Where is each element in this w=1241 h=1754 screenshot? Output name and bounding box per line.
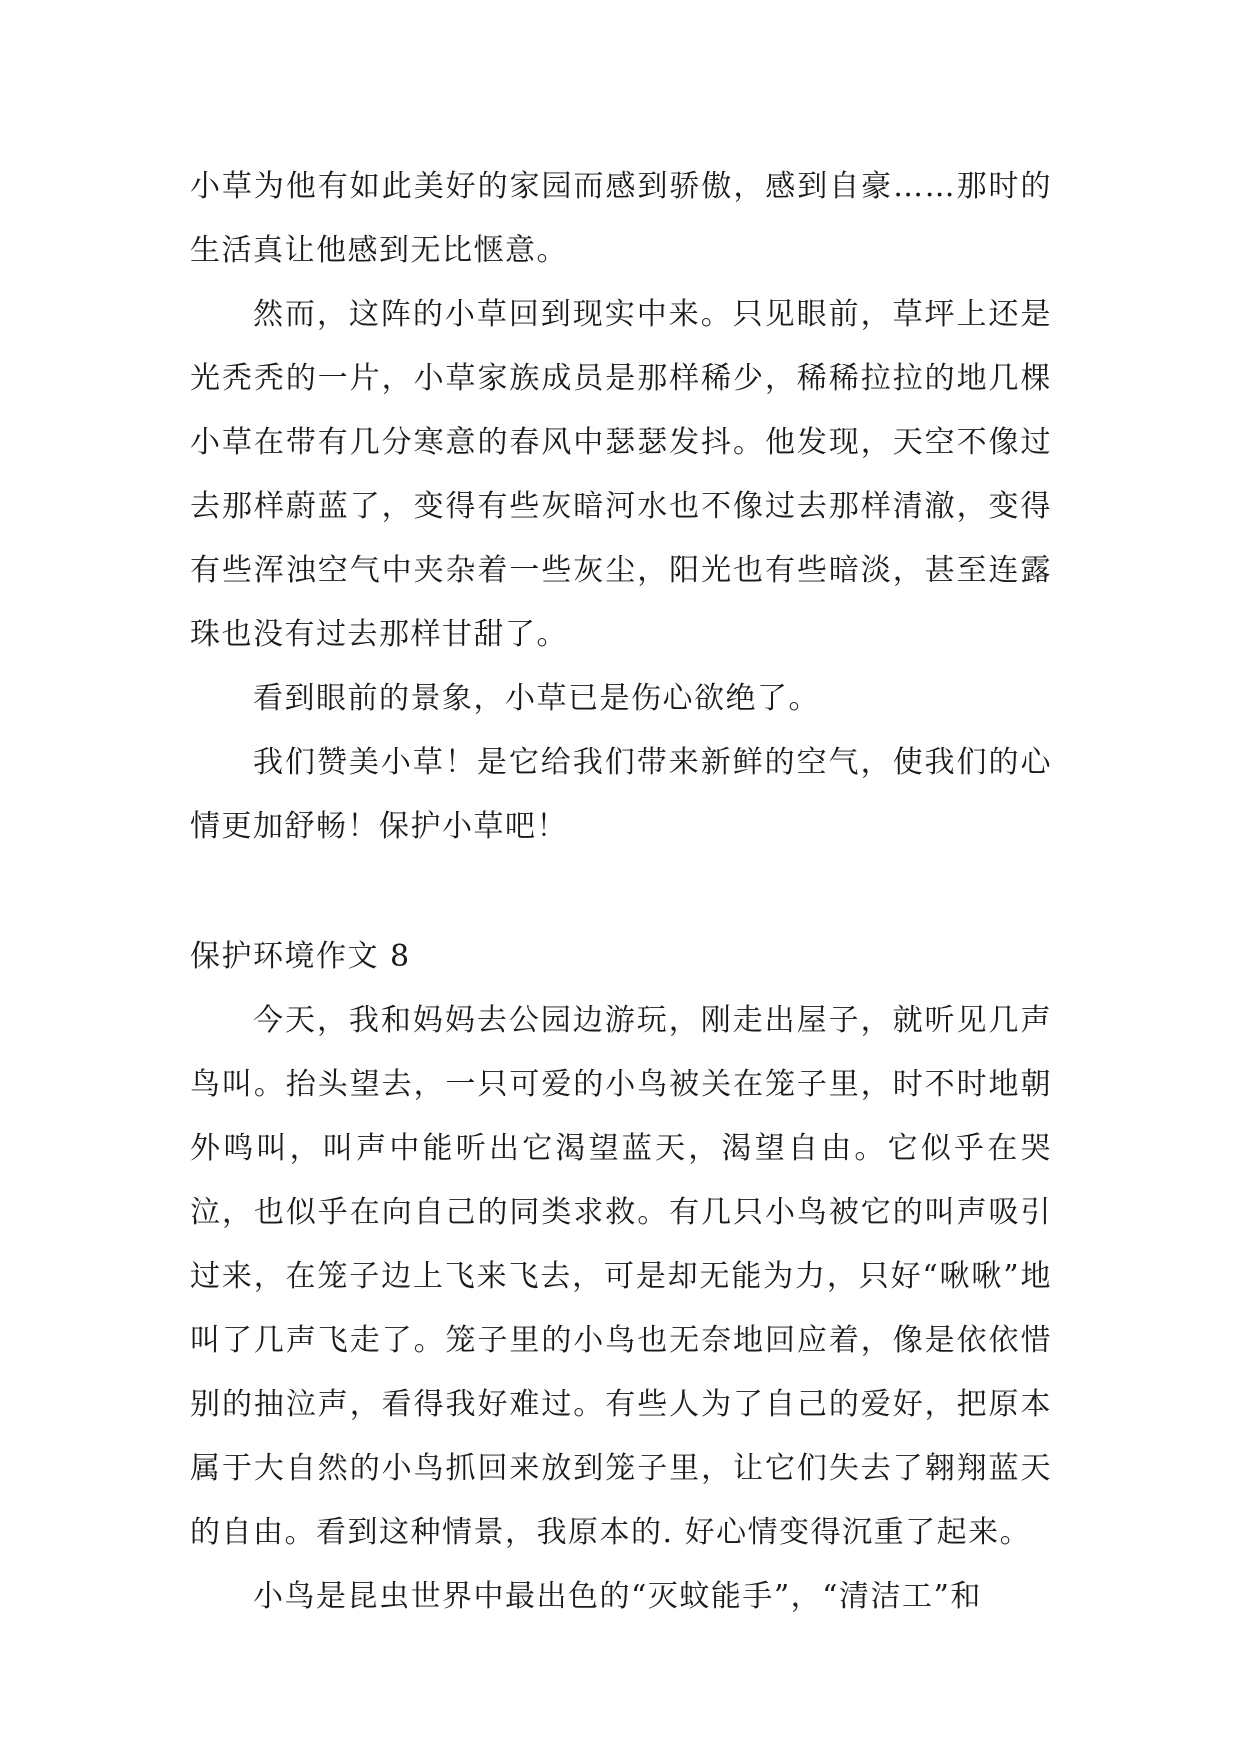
paragraph-praise: 我们赞美小草！是它给我们带来新鲜的空气，使我们的心情更加舒畅！保护小草吧！	[190, 745, 1052, 844]
document-page	[190, 155, 1052, 1629]
paragraph-continuation: 小草为他有如此美好的家园而感到骄傲，感到自豪……那时的生活真让他感到无比惬意。	[190, 169, 1052, 268]
paragraph-bird-role: 小鸟是昆虫世界中最出色的“灭蚊能手”，“清洁工”和	[253, 1579, 982, 1614]
paragraph-reality: 然而，这阵的小草回到现实中来。只见眼前，草坪上还是光秃秃的一片，小草家族成员是那样稀少，稀稀拉拉的地几棵小草在带有几分寒意的春风中瑟瑟发抖。他发现，天空不像过去那样蔚蓝了，变得有些灰暗河水也不像过去那样清澈，变得有些浑浊空气中夹杂着一些灰尘，阳光也有些暗淡，甚至连露珠也没有过去那样甘甜了。	[190, 297, 1052, 652]
paragraph-caged-bird: 今天，我和妈妈去公园边游玩，刚走出屋子，就听见几声鸟叫。抬头望去，一只可爱的小鸟被关在笼子里，时不时地朝外鸣叫，叫声中能听出它渴望蓝天，渴望自由。它似乎在哭泣，也似乎在向自己的同类求救。有几只小鸟被它的叫声吸引过来，在笼子边上飞来飞去，可是却无能为力，只好“啾啾”地叫了几声飞走了。笼子里的小鸟也无奈地回应着，像是依依惜别的抽泣声，看得我好难过。有些人为了自己的爱好，把原本属于大自然的小鸟抓回来放到笼子里，让它们失去了翱翔蓝天的自由。看到这种情景，我原本的. 好心情变得沉重了起来。	[190, 1003, 1052, 1550]
paragraph-heartbroken: 看到眼前的景象，小草已是伤心欲绝了。	[253, 681, 820, 716]
section-title: 保护环境作文 8	[190, 939, 411, 974]
